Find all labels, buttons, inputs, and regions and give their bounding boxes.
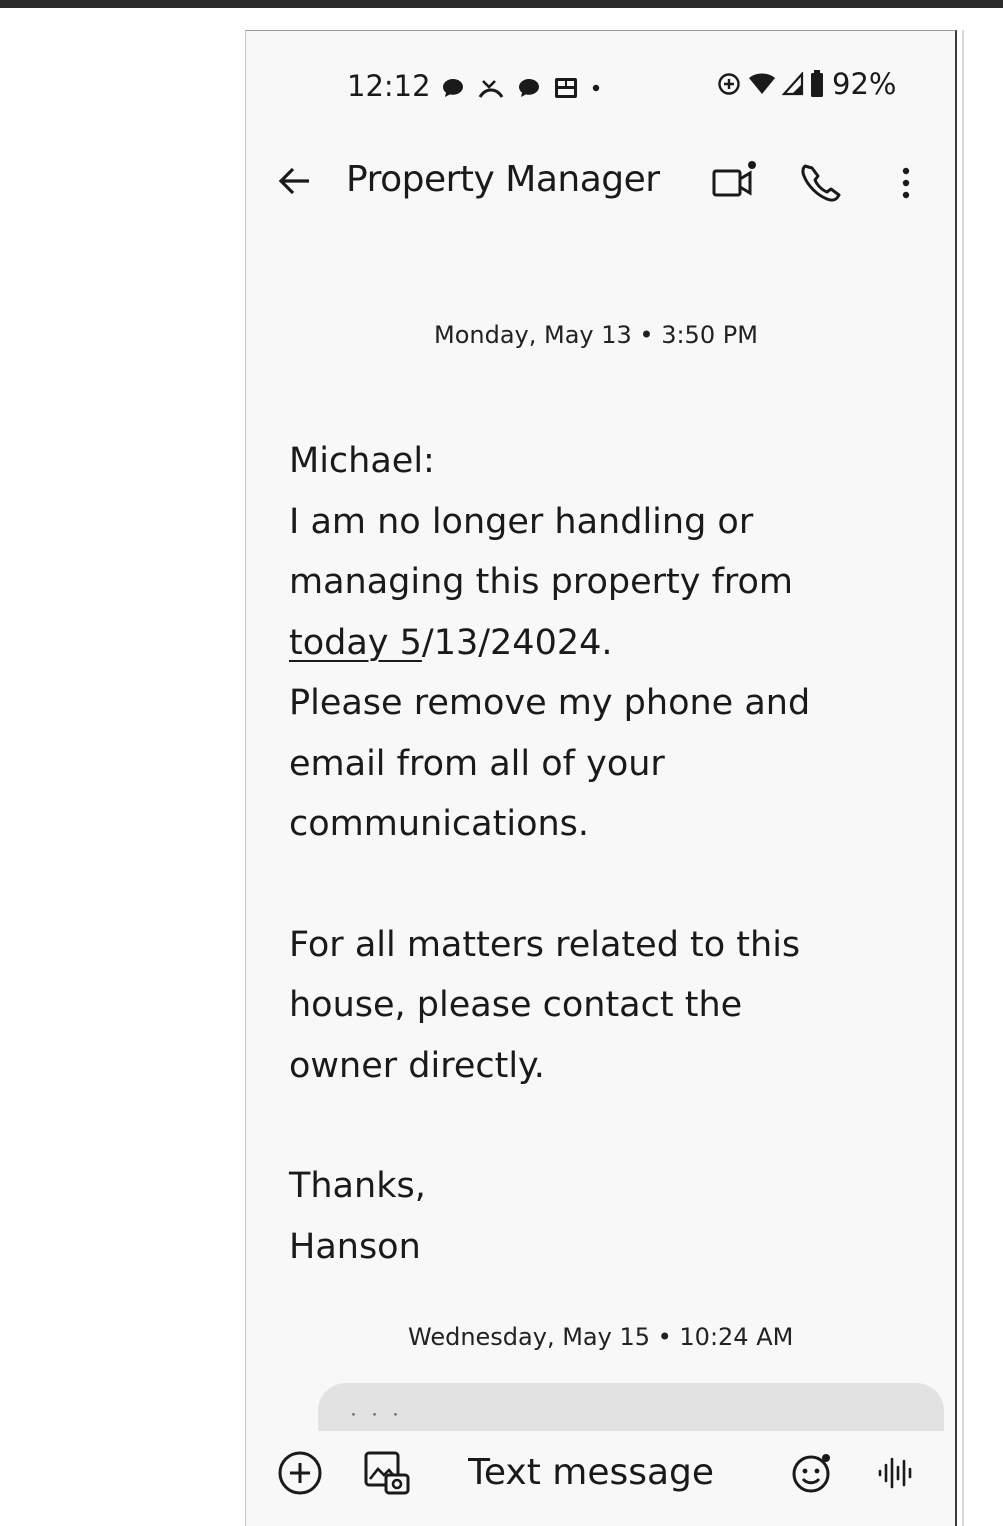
- missed-call-icon: [478, 77, 504, 99]
- message-line: Michael:: [289, 441, 435, 481]
- message-line: email from all of your: [289, 743, 665, 784]
- underlined-date: today 5: [289, 622, 422, 663]
- emoji-icon: [790, 1451, 834, 1495]
- paragraph-gap: [289, 1096, 909, 1156]
- video-call-button[interactable]: [710, 157, 762, 205]
- phone-call-button[interactable]: [796, 159, 844, 207]
- add-attachment-button[interactable]: [276, 1449, 324, 1497]
- date-rest: /13/24024.: [421, 622, 613, 663]
- truncated-text-glyphs: ˙˙˙: [348, 1411, 411, 1431]
- arrow-left-icon: [277, 166, 311, 196]
- data-saver-icon: [716, 71, 742, 97]
- signal-icon: [782, 72, 804, 96]
- message-line: I am no longer handling or: [289, 501, 754, 542]
- gallery-icon: [362, 1449, 412, 1499]
- message-timestamp: Wednesday, May 15 • 10:24 AM: [408, 1323, 794, 1351]
- scan-edge: [962, 30, 964, 1526]
- message-line: house, please contact the: [289, 985, 743, 1025]
- back-button[interactable]: [274, 161, 314, 201]
- message-body: [289, 431, 909, 1277]
- message-line: owner directly.: [289, 1045, 545, 1086]
- video-call-icon: [710, 157, 762, 205]
- message-line: For all matters related to this: [289, 924, 801, 965]
- add-circle-icon: [276, 1449, 324, 1497]
- message-line: Thanks,: [289, 1166, 426, 1206]
- message-line: [289, 613, 909, 674]
- phone-icon: [796, 159, 844, 207]
- battery-icon: [810, 70, 824, 98]
- chat-bubble-icon: [518, 78, 540, 98]
- emoji-button[interactable]: [790, 1451, 834, 1495]
- message-bubble-partial[interactable]: [318, 1383, 944, 1431]
- message-timestamp: Monday, May 13 • 3:50 PM: [434, 321, 758, 349]
- conversation-title: Property Manager: [346, 159, 660, 200]
- phone-screen: [245, 30, 957, 1526]
- scan-top-border: [0, 0, 1003, 8]
- paragraph-gap: [289, 855, 909, 915]
- message-line: Please remove my phone and: [289, 683, 811, 723]
- status-time: 12:12: [347, 69, 431, 103]
- wifi-icon: [748, 72, 776, 96]
- message-line: Hanson: [289, 1226, 421, 1267]
- system-icons: [716, 67, 896, 101]
- more-options-button[interactable]: [886, 159, 926, 207]
- voice-message-button[interactable]: [874, 1451, 918, 1495]
- voice-icon: [874, 1451, 918, 1495]
- gallery-button[interactable]: [362, 1449, 412, 1499]
- notification-icons: [442, 77, 600, 99]
- more-vert-icon: [886, 159, 926, 207]
- gallery-icon: [554, 77, 578, 99]
- message-line: communications.: [289, 804, 590, 844]
- battery-percent: 92%: [832, 67, 897, 101]
- chat-bubble-icon: [442, 78, 464, 98]
- message-input[interactable]: [468, 1447, 758, 1497]
- dot-icon: [592, 84, 600, 92]
- message-line: managing this property from: [289, 562, 794, 602]
